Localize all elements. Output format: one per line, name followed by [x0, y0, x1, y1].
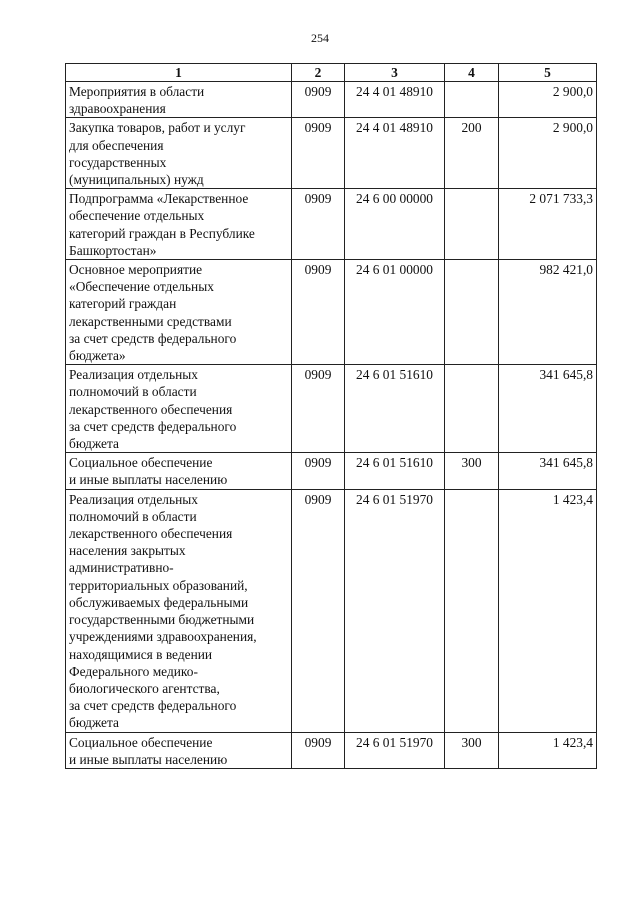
section-code-cell: 0909: [292, 732, 345, 768]
target-article-cell: 24 6 01 51970: [345, 489, 445, 732]
row-name-line: лекарственными средствами: [69, 313, 232, 329]
row-name-line: обслуживаемых федеральными: [69, 594, 249, 610]
row-name-line: Закупка товаров, работ и услуг: [69, 120, 246, 136]
column-header-4: 4: [445, 64, 499, 82]
table-row: [66, 453, 597, 489]
row-name-line: за счет средств федерального: [69, 418, 237, 434]
row-name-line: Социальное обеспечение: [69, 455, 213, 471]
row-name-line: административно-: [69, 560, 174, 576]
row-name-line: Федерального медико-: [69, 663, 198, 679]
row-name-line: категорий граждан в Республике: [69, 225, 255, 241]
row-name-cell: [66, 365, 292, 453]
amount-cell: 341 645,8: [499, 365, 597, 453]
row-name-line: лекарственного обеспечения: [69, 526, 233, 542]
row-name-line: за счет средств федерального: [69, 330, 237, 346]
amount-cell: 1 423,4: [499, 732, 597, 768]
row-name-line: государственными бюджетными: [69, 612, 255, 628]
section-code-cell: 0909: [292, 189, 345, 260]
row-name-line: Реализация отдельных: [69, 367, 198, 383]
table-row: [66, 189, 597, 260]
row-name-line: территориальных образований,: [69, 577, 248, 593]
row-name-cell: [66, 732, 292, 768]
amount-cell: 982 421,0: [499, 260, 597, 365]
row-name-line: находящимися в ведении: [69, 646, 213, 662]
amount-cell: 2 900,0: [499, 82, 597, 118]
target-article-cell: 24 4 01 48910: [345, 118, 445, 189]
row-name-line: Подпрограмма «Лекарственное: [69, 191, 249, 207]
column-header-5: 5: [499, 64, 597, 82]
table-row: [66, 489, 597, 732]
row-name-line: населения закрытых: [69, 543, 186, 559]
table-row: [66, 82, 597, 118]
amount-cell: 1 423,4: [499, 489, 597, 732]
row-name-line: Социальное обеспечение: [69, 734, 213, 750]
expense-type-cell: [445, 365, 499, 453]
table-row: [66, 260, 597, 365]
row-name-line: (муниципальных) нужд: [69, 172, 204, 188]
row-name-line: государственных: [69, 154, 167, 170]
section-code-cell: 0909: [292, 82, 345, 118]
section-code-cell: 0909: [292, 453, 345, 489]
budget-table: [65, 63, 597, 769]
row-name-cell: [66, 118, 292, 189]
row-name-line: бюджета: [69, 715, 119, 731]
expense-type-cell: 300: [445, 732, 499, 768]
row-name-line: бюджета: [69, 436, 119, 452]
section-code-cell: 0909: [292, 489, 345, 732]
section-code-cell: 0909: [292, 365, 345, 453]
row-name-cell: [66, 82, 292, 118]
row-name-line: полномочий в области: [69, 384, 197, 400]
row-name-line: Основное мероприятие: [69, 262, 203, 278]
column-header-2: 2: [292, 64, 345, 82]
row-name-line: категорий граждан: [69, 296, 177, 312]
column-header-1: 1: [66, 64, 292, 82]
table-body: [66, 82, 597, 769]
row-name-line: учреждениями здравоохранения,: [69, 629, 257, 645]
page-number: 254: [311, 31, 329, 45]
expense-type-cell: [445, 260, 499, 365]
row-name-line: биологического агентства,: [69, 680, 220, 696]
target-article-cell: 24 6 00 00000: [345, 189, 445, 260]
row-name-line: за счет средств федерального: [69, 698, 237, 714]
expense-type-cell: [445, 489, 499, 732]
table-row: [66, 365, 597, 453]
amount-cell: 2 900,0: [499, 118, 597, 189]
row-name-cell: [66, 453, 292, 489]
row-name-line: лекарственного обеспечения: [69, 401, 233, 417]
expense-type-cell: 200: [445, 118, 499, 189]
row-name-line: Реализация отдельных: [69, 491, 198, 507]
row-name-line: бюджета»: [69, 348, 126, 364]
section-code-cell: 0909: [292, 260, 345, 365]
row-name-cell: [66, 489, 292, 732]
row-name-line: для обеспечения: [69, 137, 164, 153]
expense-type-cell: [445, 189, 499, 260]
row-name-cell: [66, 260, 292, 365]
amount-cell: 341 645,8: [499, 453, 597, 489]
row-name-cell: [66, 189, 292, 260]
expense-type-cell: 300: [445, 453, 499, 489]
table-header-row: [66, 64, 597, 82]
target-article-cell: 24 6 01 51610: [345, 453, 445, 489]
column-header-3: 3: [345, 64, 445, 82]
row-name-line: здравоохранения: [69, 101, 166, 117]
row-name-line: полномочий в области: [69, 508, 197, 524]
target-article-cell: 24 6 01 00000: [345, 260, 445, 365]
row-name-line: и иные выплаты населению: [69, 751, 228, 767]
table-row: [66, 732, 597, 768]
target-article-cell: 24 4 01 48910: [345, 82, 445, 118]
target-article-cell: 24 6 01 51970: [345, 732, 445, 768]
row-name-line: обеспечение отдельных: [69, 208, 205, 224]
row-name-line: и иные выплаты населению: [69, 472, 228, 488]
expense-type-cell: [445, 82, 499, 118]
target-article-cell: 24 6 01 51610: [345, 365, 445, 453]
row-name-line: «Обеспечение отдельных: [69, 279, 214, 295]
table-row: [66, 118, 597, 189]
section-code-cell: 0909: [292, 118, 345, 189]
row-name-line: Мероприятия в области: [69, 84, 205, 99]
amount-cell: 2 071 733,3: [499, 189, 597, 260]
row-name-line: Башкортостан»: [69, 242, 157, 258]
